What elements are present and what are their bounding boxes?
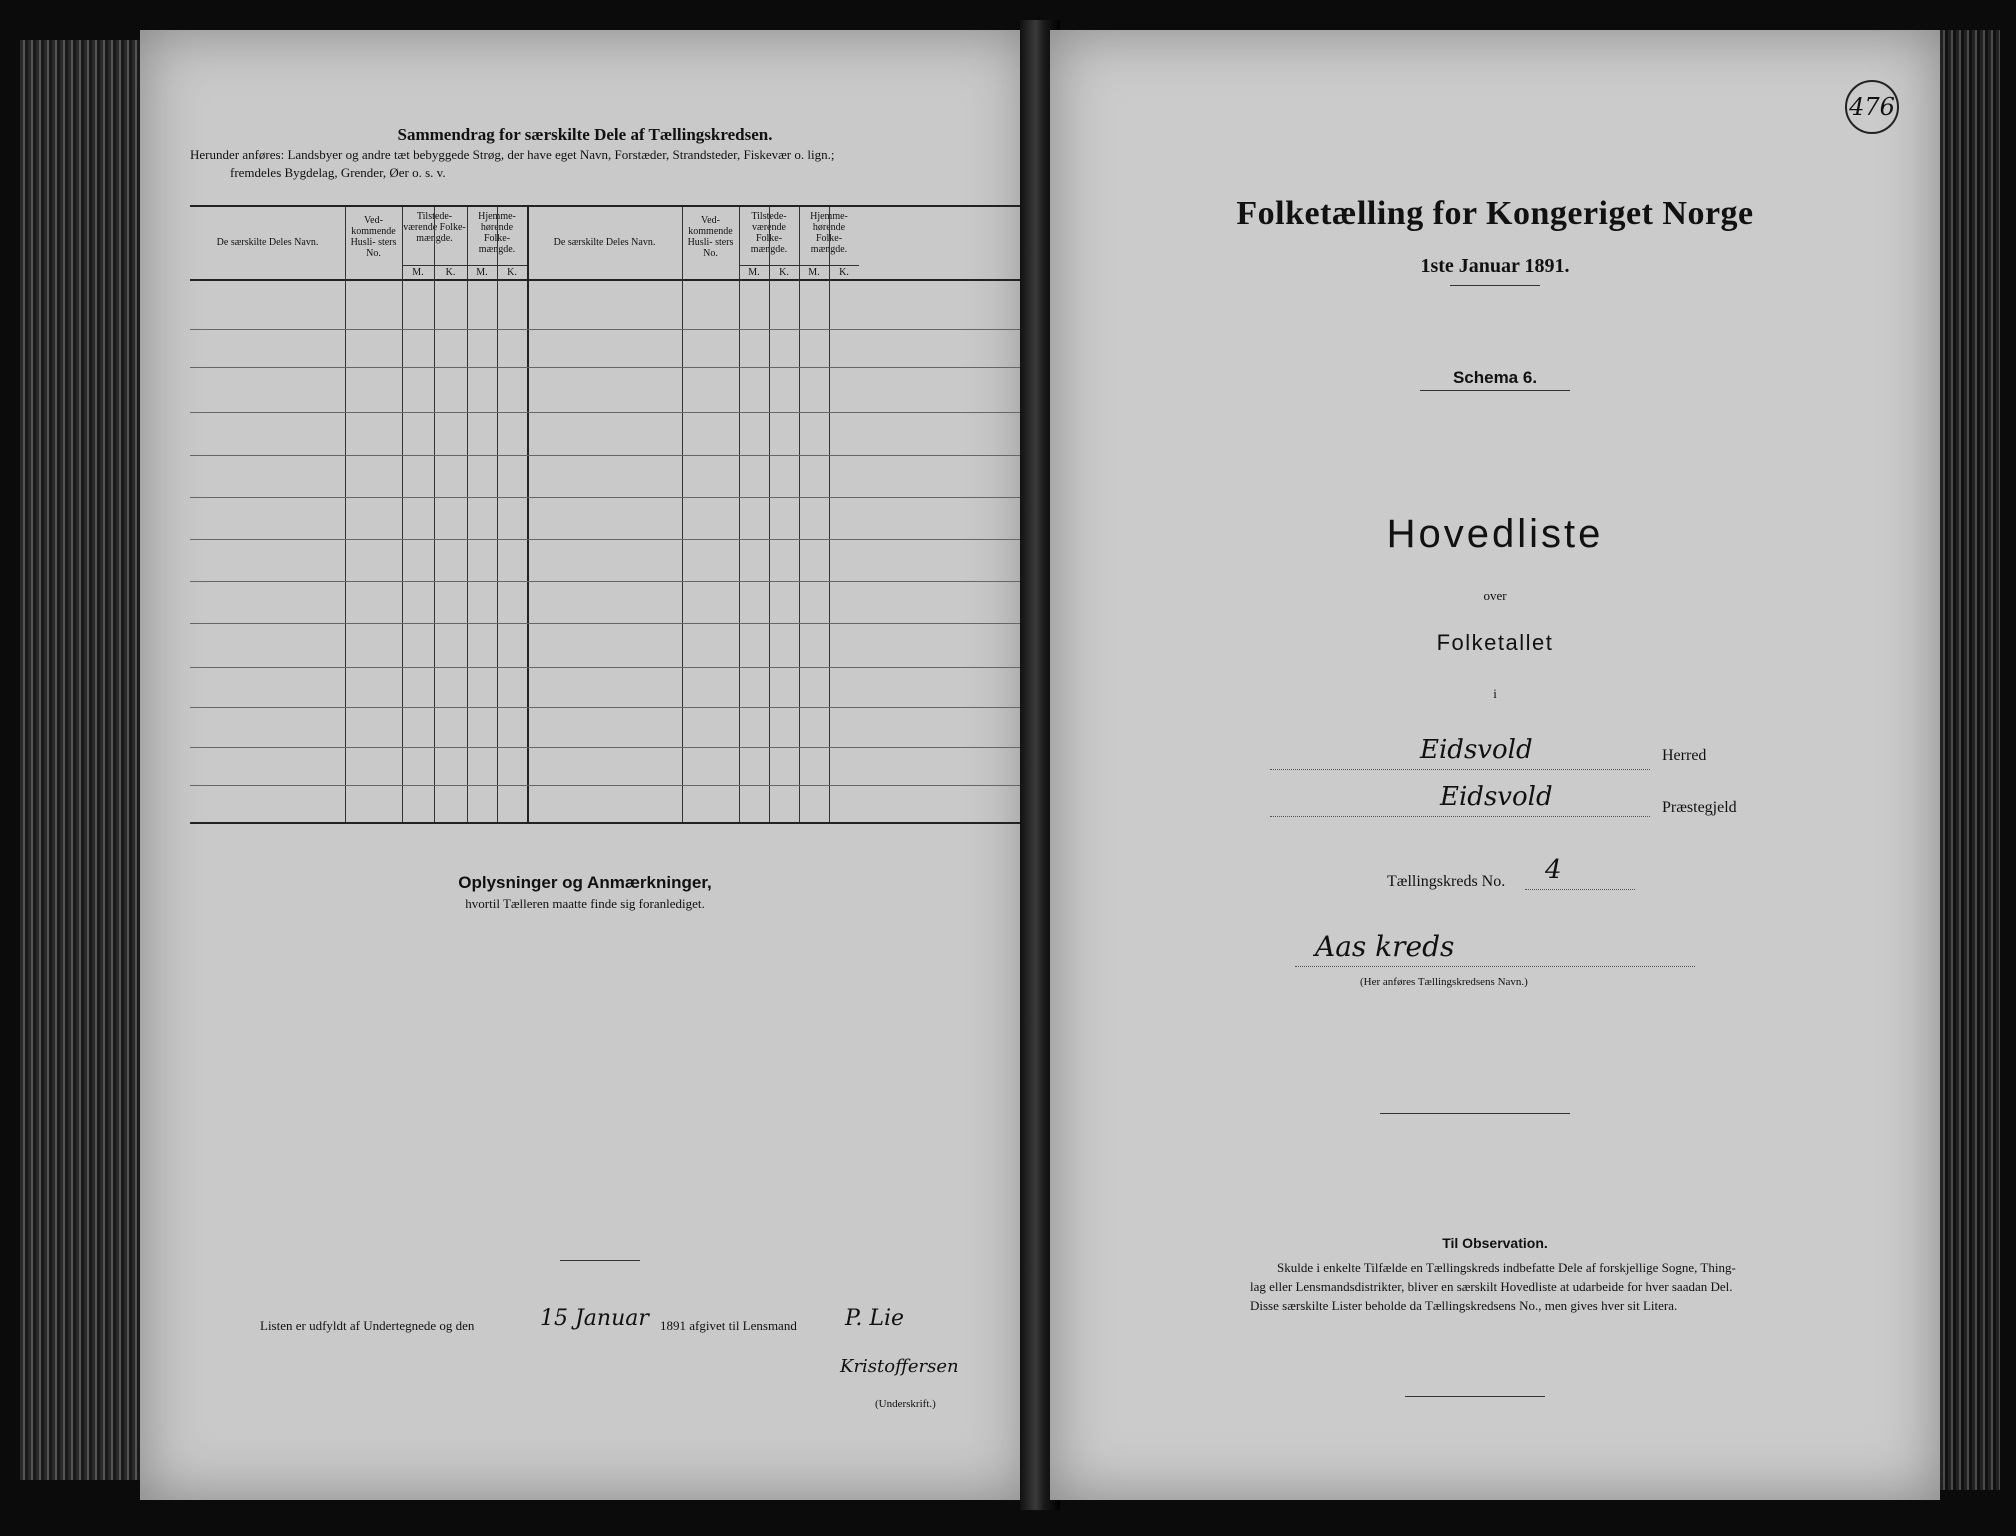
census-date: 1ste Januar 1891. [1420,255,1570,277]
kreds-name-caption: (Her anføres Tællingskredsens Navn.) [1360,976,1528,988]
header-k-1: K. [445,267,456,278]
header-name-right: De særskilte Deles Navn. [553,237,656,248]
header-k-3: K. [779,267,789,278]
header-present-pop-left: Tilstede- værende Folke- mængde. [403,211,466,244]
folketallet-heading: Folketallet [1436,630,1554,655]
over-label: over [1483,588,1507,603]
observation-text-2: lag eller Lensmandsdistrikter, bliver en særskilt Hovedliste at udarbeide for hver saadan Del. [1250,1279,1733,1294]
book-edge-left [20,40,140,1480]
kreds-number-value: 4 [1545,855,1562,885]
kreds-number-field [1525,855,1635,890]
schema-label: Schema 6. [1452,368,1538,387]
kreds-name-field [1295,930,1695,967]
herred-value: Eidsvold [1420,735,1533,765]
hovedliste-heading: Hovedliste [1386,512,1604,556]
praestegjeld-label: Præstegjeld [1662,799,1737,816]
kreds-name-value: Aas kreds [1315,930,1455,963]
signature-lensmand: P. Lie [845,1306,904,1331]
left-page [140,30,1030,1500]
book-edge-right [1940,30,2000,1490]
page-number-stamp: 476 [1845,80,1899,134]
observation-title: Til Observation. [1442,1235,1548,1251]
header-home-pop-right: Hjemme- hørende Folke- mængde. [810,211,848,255]
header-house-no-left: Ved- kommende Husli- sters No. [350,215,397,259]
summary-table [190,205,1030,824]
header-k-4: K. [839,267,849,278]
header-present-pop-right: Tilstede- værende Folke- mængde. [750,211,788,255]
summary-table-header [190,207,1030,281]
header-k-2: K. [507,267,517,278]
herred-field [1270,735,1650,770]
header-m-4: M. [808,267,820,278]
header-name-left: De særskilte Deles Navn. [216,237,319,248]
summary-note-line1: Herunder anføres: Landsbyer og andre tæt bebyggede Strøg, der have eget Navn, Forstæder, Strandsteder, Fiskevær o. lign.; [190,147,835,162]
right-page [1050,30,1940,1500]
header-m-2: M. [476,267,488,278]
signature-name: Kristoffersen [840,1356,959,1377]
census-title: Folketælling for Kongeriget Norge [1236,195,1754,232]
notes-subtitle: hvortil Tælleren maatte finde sig foranlediget. [465,896,705,911]
observation-text-3: Disse særskilte Lister beholde da Tællingskredsens No., men gives hver sit Litera. [1250,1298,1678,1313]
header-m-3: M. [748,267,760,278]
kreds-label: Tællingskreds No. [1387,873,1506,890]
header-house-no-right: Ved- kommende Husli- sters No. [687,215,734,259]
signature-caption: (Underskrift.) [875,1398,936,1410]
header-home-pop-left: Hjemme- hørende Folke- mængde. [478,211,516,255]
praestegjeld-field [1270,782,1650,817]
signature-prefix: Listen er udfyldt af Undertegnede og den [260,1318,475,1333]
summary-note-line2: fremdeles Bygdelag, Grender, Øer o. s. v. [230,165,446,180]
signature-date: 15 Januar [540,1306,649,1331]
observation-text-1: Skulde i enkelte Tilfælde en Tællingskreds indbefatte Dele af forskjellige Sogne, Thing- [1277,1260,1736,1275]
signature-year: 1891 afgivet til Lensmand [660,1318,797,1333]
summary-title: Sammendrag for særskilte Dele af Tællingskredsen. [397,125,773,144]
praestegjeld-value: Eidsvold [1440,782,1553,812]
herred-label: Herred [1662,747,1707,764]
i-label: i [1493,686,1497,701]
header-m-1: M. [412,267,424,278]
notes-title: Oplysninger og Anmærkninger, [458,873,712,892]
